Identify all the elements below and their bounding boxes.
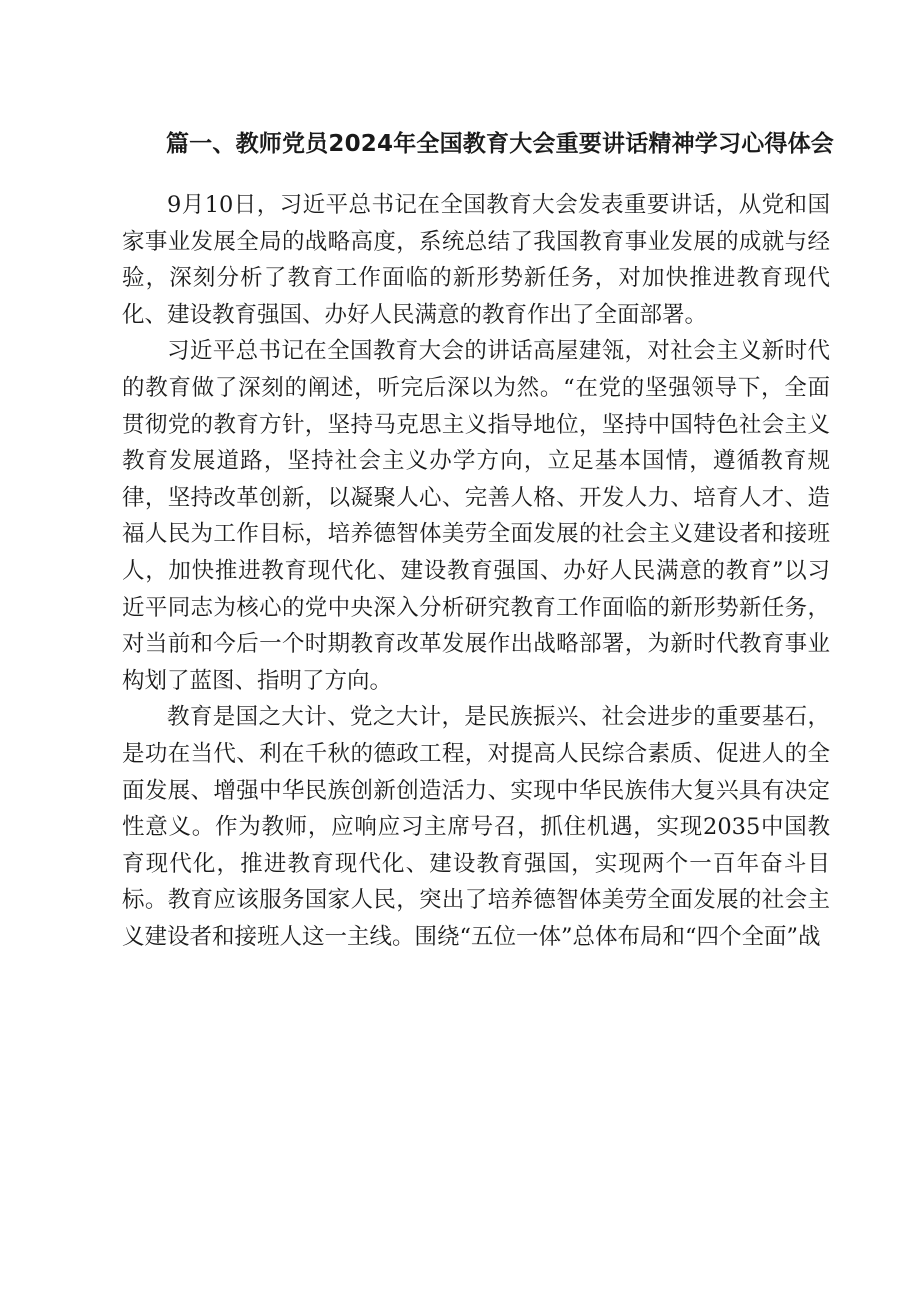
paragraph-3: 教育是国之大计、党之大计，是民族振兴、社会进步的重要基石，是功在当代、利在千秋的德政工程，对提高人民综合素质、促进人的全面发展、增强中华民族创新创造活力、实现中华民族伟大复兴具有决定性意义。作为教师，应响应习主席号召，抓住机遇，实现2035中国教育现代化，推进教育现代化、建设教育强国，实现两个一百年奋斗目标。教育应该服务国家人民，突出了培养德智体美劳全面发展的社会主义建设者和接班人这一主线。围绕“五位一体”总体布局和“四个全面”战 [122,704,830,950]
document-title: 篇一、教师党员2024年全国教育大会重要讲话精神学习心得体会 [165,131,834,157]
paragraph-1: 9月10日，习近平总书记在全国教育大会发表重要讲话，从党和国家事业发展全局的战略高度，系统总结了我国教育事业发展的成就与经验，深刻分析了教育工作面临的新形势新任务，对加快推进教育现代化、建设教育强国、办好人民满意的教育作出了全面部署。 [122,192,830,328]
paragraph-2: 习近平总书记在全国教育大会的讲话高屋建瓴，对社会主义新时代的教育做了深刻的阐述，听完后深以为然。“在党的坚强领导下，全面贯彻党的教育方针，坚持马克思主义指导地位，坚持中国特色社会主义教育发展道路，坚持社会主义办学方向，立足基本国情，遵循教育规律，坚持改革创新，以凝聚人心、完善人格、开发人力、培育人才、造福人民为工作目标，培养德智体美劳全面发展的社会主义建设者和接班人，加快推进教育现代化、建设教育强国、办好人民满意的教育”以习近平同志为核心的党中央深入分析研究教育工作面临的新形势新任务，对当前和今后一个时期教育改革发展作出战略部署，为新时代教育事业构划了蓝图、指明了方向。 [122,338,830,694]
document-body [122,187,830,955]
